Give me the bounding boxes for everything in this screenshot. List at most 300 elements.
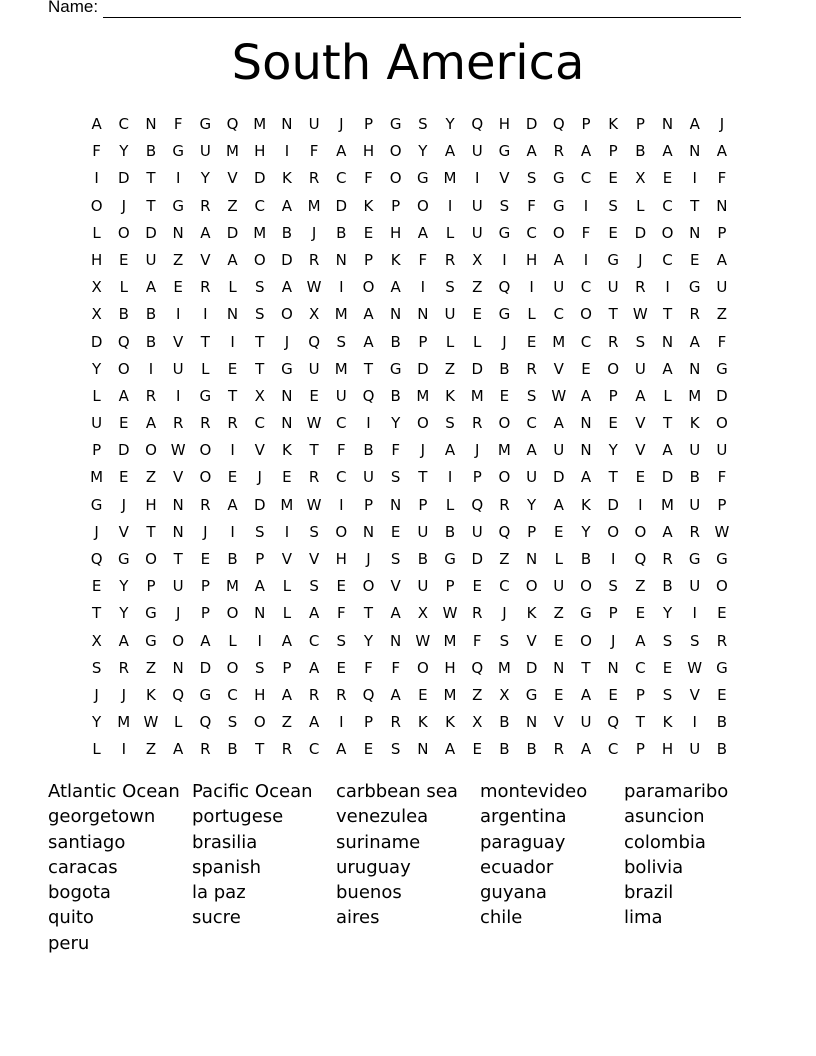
grid-letter: A [91, 115, 102, 133]
grid-letter: U [553, 278, 565, 297]
grid-letter: U [362, 468, 374, 487]
grid-letter: O [172, 631, 185, 650]
grid-letter: A [526, 142, 537, 161]
grid-letter: T [662, 305, 673, 324]
grid-letter: J [339, 115, 344, 133]
grid-letter: G [145, 604, 157, 623]
grid-letter: I [339, 713, 344, 732]
grid-letter: Y [119, 577, 129, 596]
grid-letter: V [635, 441, 646, 460]
grid-letter: I [692, 169, 697, 188]
grid-letter: G [552, 169, 565, 188]
grid-letter: S [445, 414, 455, 433]
grid-letter: G [607, 250, 619, 269]
grid-letter: F [364, 658, 373, 677]
grid-letter: L [201, 359, 210, 378]
grid-letter: O [226, 658, 239, 677]
grid-letter: I [148, 359, 154, 378]
grid-letter: Y [445, 115, 455, 133]
grid-letter: F [472, 631, 482, 650]
grid-letter: M [552, 332, 566, 351]
grid-letter: S [390, 740, 401, 759]
grid-row [83, 464, 736, 491]
grid-letter: M [470, 386, 484, 405]
grid-letter: K [445, 386, 455, 405]
grid-letter: A [716, 250, 728, 269]
grid-letter: Y [119, 604, 129, 623]
grid-letter: A [553, 250, 564, 269]
grid-letter: U [716, 441, 728, 460]
word-bank-item: portugese [192, 806, 284, 828]
grid-letter: M [307, 196, 321, 215]
word-bank-item: caracas [48, 856, 118, 878]
grid-letter: B [145, 305, 157, 324]
word-bank-item: ecuador [480, 856, 554, 878]
grid-letter: A [662, 359, 673, 378]
grid-letter: A [689, 115, 700, 133]
grid-letter: L [554, 550, 563, 568]
grid-letter: R [553, 142, 564, 161]
grid-letter: Z [472, 278, 483, 297]
grid-letter: I [692, 713, 697, 732]
grid-letter: A [173, 740, 184, 759]
grid-letter: V [499, 169, 510, 188]
grid-letter: R [200, 196, 211, 215]
grid-letter: F [173, 115, 183, 133]
grid-letter: O [634, 522, 647, 541]
grid-letter: D [335, 196, 348, 215]
grid-letter: J [257, 468, 262, 487]
grid-letter: L [282, 604, 292, 623]
grid-letter: T [146, 169, 156, 188]
grid-letter: B [390, 386, 401, 405]
grid-letter: E [526, 332, 537, 351]
grid-letter: A [281, 196, 293, 215]
grid-letter: Y [92, 359, 102, 378]
grid-letter: C [308, 740, 320, 759]
grid-letter: K [390, 250, 401, 269]
grid-letter: S [662, 631, 673, 650]
grid-letter: O [389, 142, 402, 161]
grid-letter: Y [527, 495, 537, 514]
grid-letter: S [662, 685, 673, 704]
grid-letter: F [527, 196, 536, 215]
grid-letter: G [580, 604, 592, 623]
grid-letter: A [444, 441, 456, 460]
grid-letter: Q [634, 550, 647, 568]
grid-letter: W [632, 305, 648, 324]
name-field [48, 0, 741, 18]
grid-letter: U [689, 740, 701, 759]
word-bank-item: quito [48, 907, 94, 929]
grid-letter: U [444, 305, 456, 324]
grid-letter: E [119, 250, 129, 269]
grid-letter: A [227, 495, 238, 514]
grid-letter: X [308, 305, 320, 324]
grid-letter: F [391, 658, 400, 677]
word-bank-item: lima [624, 907, 663, 929]
grid-letter: O [117, 223, 130, 242]
grid-letter: L [636, 196, 645, 215]
grid-letter: Y [662, 604, 673, 623]
grid-letter: P [717, 223, 727, 242]
grid-letter: E [119, 468, 129, 487]
grid-letter: W [714, 522, 730, 541]
grid-letter: G [716, 550, 728, 568]
grid-letter: N [145, 115, 157, 133]
grid-letter: Q [308, 332, 320, 351]
grid-letter: A [390, 685, 401, 704]
grid-row [83, 736, 736, 763]
grid-letter: K [281, 169, 292, 188]
grid-letter: O [580, 631, 592, 650]
grid-row [83, 220, 736, 247]
grid-letter: X [499, 685, 510, 704]
grid-letter: N [417, 740, 429, 759]
grid-letter: P [146, 577, 156, 596]
grid-letter: M [117, 713, 131, 732]
grid-letter: F [309, 142, 319, 161]
grid-letter: K [662, 713, 673, 732]
grid-row [83, 709, 736, 736]
grid-letter: R [118, 658, 129, 677]
grid-letter: X [635, 169, 646, 188]
grid-letter: E [662, 169, 673, 188]
grid-letter: E [472, 305, 482, 324]
grid-letter: O [145, 550, 157, 568]
grid-letter: S [608, 196, 618, 215]
grid-letter: C [336, 169, 347, 188]
word-bank-item: argentina [480, 806, 567, 828]
grid-letter: C [254, 414, 265, 433]
grid-letter: U [471, 522, 483, 541]
grid-letter: H [90, 250, 103, 269]
grid-letter: E [581, 359, 591, 378]
grid-letter: N [580, 414, 592, 433]
grid-letter: S [526, 386, 537, 405]
grid-letter: N [281, 115, 293, 133]
grid-letter: P [363, 713, 373, 732]
grid-letter: E [717, 685, 727, 704]
grid-letter: D [199, 658, 212, 677]
grid-letter: J [366, 550, 371, 568]
grid-letter: P [581, 115, 591, 133]
grid-letter: T [608, 305, 618, 324]
grid-letter: O [580, 577, 592, 596]
grid-letter: E [472, 740, 482, 759]
grid-letter: I [284, 522, 290, 541]
grid-letter: N [525, 713, 538, 732]
grid-letter: P [418, 495, 428, 514]
grid-letter: O [253, 250, 266, 269]
grid-letter: D [634, 223, 647, 242]
grid-letter: I [610, 550, 616, 568]
grid-letter: G [688, 550, 701, 568]
grid-letter: T [146, 522, 156, 541]
grid-letter: D [471, 550, 483, 568]
grid-letter: E [608, 685, 618, 704]
grid-letter: X [91, 631, 102, 650]
grid-letter: E [390, 522, 401, 541]
grid-letter: E [119, 414, 129, 433]
grid-letter: O [145, 441, 157, 460]
grid-letter: A [716, 142, 728, 161]
grid-letter: I [203, 305, 208, 324]
word-bank-item: sucre [192, 907, 241, 929]
grid-letter: P [527, 522, 537, 541]
grid-row [83, 329, 736, 356]
grid-letter: T [662, 414, 673, 433]
name-label: Name: [48, 0, 99, 16]
grid-letter: C [118, 115, 130, 133]
grid-letter: G [145, 631, 157, 650]
grid-letter: I [257, 631, 262, 650]
grid-letter: S [254, 658, 265, 677]
grid-letter: N [362, 522, 375, 541]
grid-letter: F [717, 169, 727, 188]
grid-letter: B [336, 223, 347, 242]
grid-letter: D [607, 495, 619, 514]
grid-letter: P [717, 495, 727, 514]
grid-letter: D [226, 223, 239, 242]
grid-letter: M [443, 685, 457, 704]
grid-letter: J [502, 604, 507, 623]
grid-letter: A [336, 142, 347, 161]
grid-letter: A [390, 604, 401, 623]
grid-letter: A [118, 386, 129, 405]
grid-letter: D [417, 359, 429, 378]
grid-letter: H [661, 740, 674, 759]
grid-letter: R [472, 604, 483, 623]
grid-letter: F [336, 604, 346, 623]
grid-letter: U [91, 414, 103, 433]
grid-letter: R [336, 685, 347, 704]
grid-letter: O [416, 658, 429, 677]
grid-letter: Q [226, 115, 239, 133]
grid-letter: G [552, 196, 565, 215]
grid-letter: I [175, 169, 181, 188]
grid-letter: Q [552, 115, 565, 133]
grid-letter: U [417, 577, 429, 596]
grid-letter: B [716, 713, 728, 732]
grid-letter: Y [391, 414, 401, 433]
grid-letter: T [227, 386, 238, 405]
grid-letter: V [200, 250, 211, 269]
grid-letter: D [145, 223, 157, 242]
grid-letter: O [580, 305, 592, 324]
grid-letter: V [689, 685, 700, 704]
grid-letter: N [226, 305, 239, 324]
grid-letter: J [284, 332, 290, 351]
grid-letter: U [689, 577, 701, 596]
grid-letter: P [363, 115, 373, 133]
grid-letter: D [471, 359, 483, 378]
grid-letter: U [471, 223, 483, 242]
grid-letter: Z [499, 550, 510, 568]
grid-letter: R [308, 685, 320, 704]
grid-letter: J [610, 631, 616, 650]
grid-letter: E [472, 577, 482, 596]
grid-letter: B [417, 550, 428, 568]
grid-letter: E [227, 359, 238, 378]
grid-letter: R [200, 278, 211, 297]
grid-letter: B [390, 332, 401, 351]
grid-letter: U [526, 468, 538, 487]
grid-letter: J [175, 604, 181, 623]
grid-letter: G [172, 196, 184, 215]
grid-letter: X [254, 386, 265, 405]
word-bank-item: montevideo [480, 781, 588, 802]
grid-letter: P [635, 685, 645, 704]
grid-letter: I [583, 250, 589, 269]
grid-letter: N [335, 250, 347, 269]
grid-letter: P [608, 142, 618, 161]
grid-letter: F [581, 223, 591, 242]
grid-letter: I [447, 468, 453, 487]
grid-letter: O [716, 414, 728, 433]
grid-letter: M [443, 169, 457, 188]
grid-letter: H [444, 658, 456, 677]
grid-letter: U [335, 386, 347, 405]
grid-letter: N [172, 658, 184, 677]
grid-letter: B [580, 550, 592, 568]
grid-letter: E [363, 740, 374, 759]
grid-letter: E [554, 685, 564, 704]
grid-letter: Y [119, 142, 129, 161]
grid-letter: B [145, 332, 157, 351]
grid-letter: O [416, 414, 429, 433]
grid-letter: L [173, 713, 183, 732]
grid-letter: A [281, 631, 293, 650]
grid-letter: I [121, 740, 126, 759]
grid-letter: R [308, 169, 320, 188]
word-bank-item: Pacific Ocean [192, 781, 313, 802]
grid-letter: D [661, 468, 674, 487]
grid-letter: B [499, 740, 510, 759]
word-bank-item: bogota [48, 882, 111, 904]
grid-letter: I [339, 278, 344, 297]
grid-letter: V [173, 468, 184, 487]
grid-letter: Q [471, 495, 484, 514]
grid-letter: O [226, 604, 239, 623]
grid-letter: H [498, 115, 511, 133]
grid-letter: R [607, 332, 619, 351]
grid-letter: T [635, 713, 645, 732]
grid-letter: P [635, 740, 645, 759]
grid-letter: P [608, 604, 618, 623]
grid-letter: E [91, 577, 102, 596]
grid-letter: L [282, 577, 292, 596]
grid-letter: R [499, 495, 510, 514]
grid-letter: G [281, 359, 293, 378]
grid-letter: L [663, 386, 672, 405]
grid-letter: J [121, 685, 126, 704]
grid-letter: A [281, 278, 293, 297]
grid-letter: C [553, 305, 565, 324]
grid-letter: E [200, 550, 211, 568]
word-bank-item: spanish [192, 856, 262, 878]
grid-letter: U [308, 359, 320, 378]
grid-letter: N [689, 223, 701, 242]
grid-letter: L [92, 740, 101, 759]
grid-letter: B [662, 577, 673, 596]
grid-letter: I [583, 196, 589, 215]
grid-letter: M [226, 142, 239, 161]
grid-letter: B [716, 740, 728, 759]
grid-letter: E [336, 658, 347, 677]
grid-letter: Q [90, 550, 103, 568]
grid-letter: U [308, 115, 320, 133]
grid-letter: N [172, 495, 184, 514]
grid-row [83, 410, 736, 437]
grid-letter: A [145, 278, 157, 297]
grid-letter: I [692, 604, 697, 623]
grid-letter: A [662, 522, 673, 541]
grid-letter: A [689, 332, 700, 351]
grid-letter: F [418, 250, 428, 269]
word-bank-item: suriname [336, 831, 421, 853]
grid-letter: X [472, 250, 483, 269]
grid-letter: O [498, 468, 511, 487]
grid-letter: S [499, 631, 510, 650]
grid-letter: N [553, 658, 565, 677]
grid-letter: U [634, 359, 646, 378]
grid-letter: G [172, 142, 184, 161]
grid-letter: Q [471, 115, 484, 133]
grid-letter: L [92, 386, 101, 405]
grid-letter: B [635, 142, 646, 161]
grid-letter: W [143, 713, 159, 732]
grid-letter: M [90, 468, 104, 487]
grid-letter: A [336, 740, 347, 759]
grid-letter: A [635, 386, 646, 405]
grid-letter: J [203, 522, 208, 541]
grid-letter: L [473, 332, 482, 351]
grid-letter: E [282, 468, 292, 487]
grid-letter: A [553, 414, 564, 433]
grid-letter: A [118, 631, 129, 650]
grid-letter: X [472, 713, 483, 732]
grid-letter: A [444, 740, 456, 759]
grid-letter: O [498, 414, 511, 433]
word-bank-item: uruguay [336, 856, 411, 878]
grid-letter: Y [363, 631, 374, 650]
grid-letter: E [635, 468, 646, 487]
word-bank-item: guyana [480, 882, 547, 904]
grid-letter: U [716, 278, 728, 297]
grid-letter: J [475, 441, 480, 460]
grid-letter: N [689, 142, 701, 161]
grid-letter: J [719, 115, 725, 133]
grid-letter: B [363, 441, 374, 460]
grid-letter: I [339, 495, 344, 514]
grid-letter: O [117, 359, 130, 378]
grid-letter: S [254, 278, 265, 297]
grid-letter: L [119, 278, 128, 297]
grid-row [83, 628, 736, 655]
grid-letter: Q [471, 658, 484, 677]
grid-letter: P [635, 115, 645, 133]
grid-letter: O [607, 522, 620, 541]
grid-letter: S [526, 169, 537, 188]
word-bank [48, 779, 768, 956]
grid-letter: D [525, 115, 538, 133]
grid-letter: T [255, 332, 265, 351]
grid-letter: O [90, 196, 103, 215]
grid-letter: G [90, 495, 103, 514]
grid-letter: U [145, 250, 157, 269]
grid-letter: L [445, 223, 455, 242]
